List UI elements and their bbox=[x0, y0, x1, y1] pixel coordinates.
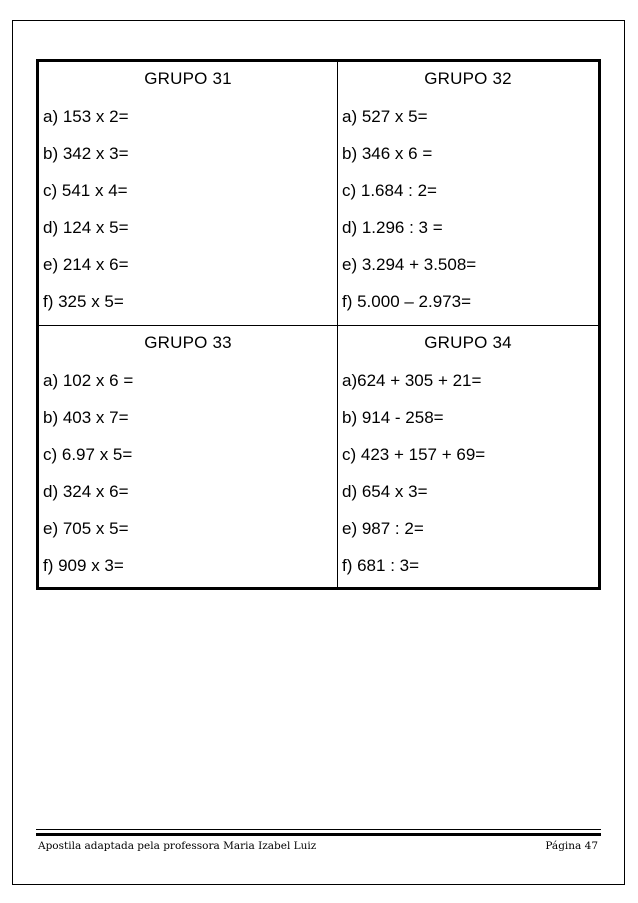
exercise-item: c) 6.97 x 5= bbox=[43, 445, 133, 464]
exercise-list bbox=[342, 107, 594, 329]
group-title: GRUPO 33 bbox=[144, 333, 232, 352]
exercise-list bbox=[43, 371, 333, 593]
exercise-table bbox=[36, 59, 601, 590]
footer-divider bbox=[36, 829, 601, 830]
exercise-list bbox=[43, 107, 333, 329]
exercise-item: f) 681 : 3= bbox=[342, 556, 420, 575]
exercise-item: e) 705 x 5= bbox=[43, 519, 129, 538]
exercise-item: b) 342 x 3= bbox=[43, 144, 129, 163]
group-title: GRUPO 31 bbox=[144, 69, 232, 88]
exercise-item: e) 987 : 2= bbox=[342, 519, 424, 538]
exercise-item: d) 124 x 5= bbox=[43, 218, 129, 237]
exercise-item: e) 3.294 + 3.508= bbox=[342, 255, 477, 274]
exercise-item: a) 102 x 6 = bbox=[43, 371, 134, 390]
exercise-item: b) 403 x 7= bbox=[43, 408, 129, 427]
exercise-item: e) 214 x 6= bbox=[43, 255, 129, 274]
exercise-item: c) 541 x 4= bbox=[43, 181, 128, 200]
exercise-item: f) 325 x 5= bbox=[43, 292, 124, 311]
group-cell-31 bbox=[39, 62, 338, 326]
group-title: GRUPO 32 bbox=[424, 69, 512, 88]
exercise-item: d) 1.296 : 3 = bbox=[342, 218, 443, 237]
group-cell-33 bbox=[39, 326, 338, 587]
exercise-list bbox=[342, 371, 594, 593]
exercise-item: a) 527 x 5= bbox=[342, 107, 428, 126]
exercise-item: b) 346 x 6 = bbox=[342, 144, 433, 163]
exercise-item: b) 914 - 258= bbox=[342, 408, 444, 427]
exercise-item: f) 5.000 – 2.973= bbox=[342, 292, 472, 311]
exercise-item: c) 1.684 : 2= bbox=[342, 181, 437, 200]
footer-author: Apostila adaptada pela professora Maria Izabel Luiz bbox=[38, 840, 317, 852]
exercise-item: a)624 + 305 + 21= bbox=[342, 371, 482, 390]
exercise-item: d) 324 x 6= bbox=[43, 482, 129, 501]
exercise-item: c) 423 + 157 + 69= bbox=[342, 445, 486, 464]
group-cell-32 bbox=[338, 62, 598, 326]
group-title: GRUPO 34 bbox=[424, 333, 512, 352]
exercise-item: a) 153 x 2= bbox=[43, 107, 129, 126]
footer-page-number: Página 47 bbox=[545, 840, 598, 852]
footer-divider bbox=[36, 833, 601, 836]
exercise-item: f) 909 x 3= bbox=[43, 556, 124, 575]
exercise-item: d) 654 x 3= bbox=[342, 482, 428, 501]
group-cell-34 bbox=[338, 326, 598, 587]
